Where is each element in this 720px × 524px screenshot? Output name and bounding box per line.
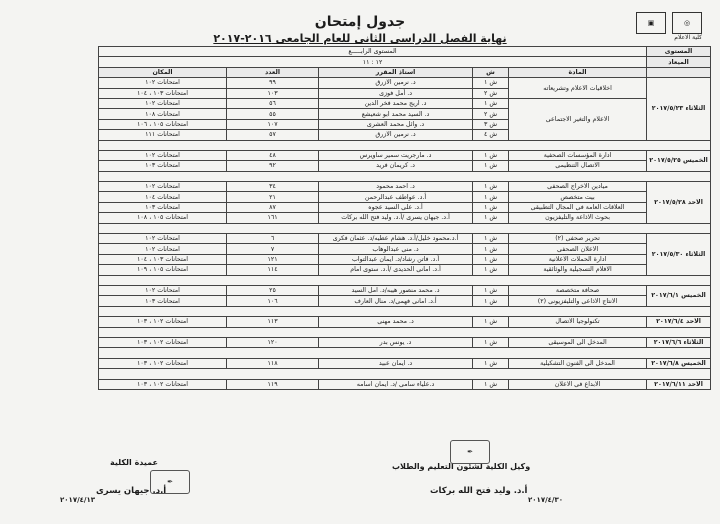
shoaba-column-header: ش xyxy=(473,67,509,77)
count-cell: ٥٧ xyxy=(227,130,319,140)
exam-day: الثلاثاء ٢٠١٧/٥/٢٣ xyxy=(647,78,711,140)
subject-name: الافلام التسجيلية والوثائقية xyxy=(509,265,647,275)
professor-cell: أ.د. جيهان يسرى /أ.د. وليد فتح الله بركات xyxy=(319,213,473,223)
separator-cell xyxy=(99,275,711,285)
column-header-row xyxy=(99,67,711,77)
shoaba-cell: ش ١ xyxy=(473,182,509,192)
logo-caption: كلية الاعلام xyxy=(674,34,702,41)
place-cell: امتحانات ١٠٣ xyxy=(99,202,227,212)
professor-cell: أ.د. على السيد عجوه xyxy=(319,202,473,212)
subject-name: ميادين الاخراج الصحفى xyxy=(509,182,647,192)
level-label: المستوى xyxy=(647,47,711,57)
time-row xyxy=(99,57,711,67)
schedule-row xyxy=(99,337,711,347)
exam-day: الثلاثاء ٢٠١٧/٦/٦ xyxy=(647,337,711,347)
shoaba-cell: ش ١ xyxy=(473,98,509,108)
schedule-row xyxy=(99,202,711,212)
shoaba-cell: ش ١ xyxy=(473,379,509,389)
subject-name: ادارة الحملات الاعلانية xyxy=(509,254,647,264)
shoaba-cell: ش ١ xyxy=(473,296,509,306)
professor-column-header: استاذ المقرر xyxy=(319,67,473,77)
faculty-logo: ◎ xyxy=(672,12,702,34)
subject-name: تكنولوجيا الاتصال xyxy=(509,317,647,327)
subject-name: بحوث الاذاعة والتليفزيون xyxy=(509,213,647,223)
schedule-row xyxy=(99,296,711,306)
count-cell: ١٢٠ xyxy=(227,337,319,347)
professor-cell: د. وائل محمد العشرى xyxy=(319,119,473,129)
schedule-row xyxy=(99,161,711,171)
professor-cell: د. ايمان عبيد xyxy=(319,358,473,368)
place-cell: امتحانات ١٠٢ xyxy=(99,234,227,244)
subject-name: الاتصال التنظيمى xyxy=(509,161,647,171)
vice-dean-title: وكيل الكلية لشئون التعليم والطلاب xyxy=(392,462,531,471)
schedule-row xyxy=(99,213,711,223)
count-column-header: العدد xyxy=(227,67,319,77)
shoaba-cell: ش ١ xyxy=(473,254,509,264)
group-separator xyxy=(99,171,711,181)
university-logo: ▣ xyxy=(636,12,666,34)
professor-cell: د. نرمين الازرق xyxy=(319,78,473,88)
subject-name: تحرير صحفى (٢) xyxy=(509,234,647,244)
document-title: جدول إمتحان xyxy=(314,14,406,30)
schedule-row xyxy=(99,358,711,368)
shoaba-cell: ش ١ xyxy=(473,202,509,212)
schedule-row xyxy=(99,192,711,202)
separator-cell xyxy=(99,348,711,358)
professor-cell: أ.د. عواطف عبدالرحمن xyxy=(319,192,473,202)
dean-name: أ.د. جيهان يسرى xyxy=(96,486,167,496)
subject-name: الاعلام والتغير الاجتماعى xyxy=(509,98,647,140)
professor-cell: د. يونس بدر xyxy=(319,337,473,347)
separator-cell xyxy=(99,140,711,150)
subject-column-header: المادة xyxy=(509,67,647,77)
place-column-header: المكان xyxy=(99,67,227,77)
count-cell: ٦ xyxy=(227,234,319,244)
schedule-row xyxy=(99,150,711,160)
group-separator xyxy=(99,140,711,150)
count-cell: ١٠٣ xyxy=(227,88,319,98)
group-separator xyxy=(99,369,711,379)
exam-day: الثلاثاء ٢٠١٧/٥/٣٠ xyxy=(647,234,711,276)
group-separator xyxy=(99,275,711,285)
separator-cell xyxy=(99,306,711,316)
time-value: ١٢ : ١١ xyxy=(99,57,647,67)
exam-day: الخميس ٢٠١٧/٦/٨ xyxy=(647,358,711,368)
schedule-row xyxy=(99,285,711,295)
separator-cell xyxy=(99,327,711,337)
group-separator xyxy=(99,348,711,358)
vice-dean-name: أ.د. وليد فتح الله بركات xyxy=(430,486,528,496)
schedule-row xyxy=(99,265,711,275)
professor-cell: د. أمل فوزى xyxy=(319,88,473,98)
subject-name: الانتاج الاذاعى والتليفزيونى (٢) xyxy=(509,296,647,306)
place-cell: امتحانات ١٠٢ xyxy=(99,150,227,160)
place-cell: امتحانات ١٠٨ xyxy=(99,109,227,119)
subject-name: المدخل الى الفنون التشكيلية xyxy=(509,358,647,368)
place-cell: امتحانات ١٠٢ ، ١٠٣ xyxy=(99,358,227,368)
professor-cell: أ.د. امانى الحديدى /أ.د. ستوى امام xyxy=(319,265,473,275)
professor-cell: أ.د. امانى فهمى/د. منال العارف xyxy=(319,296,473,306)
count-cell: ١١٤ xyxy=(227,265,319,275)
place-cell: امتحانات ١١١ xyxy=(99,130,227,140)
exam-day: الاحد ٢٠١٧/٦/٤ xyxy=(647,317,711,327)
schedule-row xyxy=(99,244,711,254)
subject-name: الاعلان الصحفى xyxy=(509,244,647,254)
place-cell: امتحانات ١٠٢ xyxy=(99,78,227,88)
exam-day: الاحد ٢٠١٧/٥/٢٨ xyxy=(647,182,711,224)
professor-cell: أ.د. فاتن رشاد/د. ايمان عبدالتواب xyxy=(319,254,473,264)
place-cell: امتحانات ١٠٢ ، ١٠٣ xyxy=(99,317,227,327)
shoaba-cell: ش ١ xyxy=(473,78,509,88)
count-cell: ١٠٧ xyxy=(227,119,319,129)
schedule-row xyxy=(99,234,711,244)
professor-cell: د. نرمين الازرق xyxy=(319,130,473,140)
count-cell: ١٠٦ xyxy=(227,296,319,306)
count-cell: ١١٣ xyxy=(227,317,319,327)
place-cell: امتحانات ١٠٢ ، ١٠٣ xyxy=(99,337,227,347)
shoaba-cell: ش ٢ xyxy=(473,88,509,98)
professor-cell: د. اريج محمد فخر الدين xyxy=(319,98,473,108)
exam-day: الاحد ٢٠١٧/٦/١١ xyxy=(647,379,711,389)
professor-cell: د. محمد مهنى xyxy=(319,317,473,327)
count-cell: ٣٤ xyxy=(227,182,319,192)
count-cell: ٢٥ xyxy=(227,285,319,295)
separator-cell xyxy=(99,223,711,233)
shoaba-cell: ش ١ xyxy=(473,150,509,160)
professor-cell: د. السيد محمد ابو شعيشع xyxy=(319,109,473,119)
schedule-row xyxy=(99,379,711,389)
shoaba-cell: ش ٢ xyxy=(473,109,509,119)
count-cell: ١١٩ xyxy=(227,379,319,389)
shoaba-cell: ش ٤ xyxy=(473,130,509,140)
professor-cell: د. كريمان فريد xyxy=(319,161,473,171)
count-cell: ٤٨ xyxy=(227,150,319,160)
shoaba-cell: ش ١ xyxy=(473,244,509,254)
exam-day: الخميس ٢٠١٧/٥/٢٥ xyxy=(647,150,711,171)
place-cell: امتحانات ١٠٥ ، ١٠٩ xyxy=(99,265,227,275)
shoaba-cell: ش ١ xyxy=(473,234,509,244)
place-cell: امتحانات ١٠٢ xyxy=(99,98,227,108)
schedule-row xyxy=(99,98,711,108)
professor-cell: أ.د.محمود خليل/أ.د. هشام عطيه/د. عثمان فكرى xyxy=(319,234,473,244)
schedule-body xyxy=(99,47,711,390)
separator-cell xyxy=(99,171,711,181)
group-separator xyxy=(99,327,711,337)
place-cell: امتحانات ١٠٢ xyxy=(99,182,227,192)
place-cell: امتحانات ١٠٣ ، ١٠٤ xyxy=(99,88,227,98)
count-cell: ١٦١ xyxy=(227,213,319,223)
document-subtitle: نهاية الفصل الدراسى الثانى للعام الجامعى ٢٠١٦-٢٠١٧ xyxy=(213,32,507,45)
count-cell: ٥٥ xyxy=(227,109,319,119)
professor-cell: د. احمد محمود xyxy=(319,182,473,192)
subject-name: اخلاقيات الاعلام وتشريعاته xyxy=(509,78,647,99)
professor-cell: د. محمد منصور هيبه/د. امل السيد xyxy=(319,285,473,295)
place-cell: امتحانات ١٠٢ xyxy=(99,285,227,295)
exam-schedule-table xyxy=(98,46,711,390)
group-separator xyxy=(99,223,711,233)
subject-name: العلاقات العامة فى المجال التطبيقى xyxy=(509,202,647,212)
schedule-row xyxy=(99,182,711,192)
count-cell: ٢١ xyxy=(227,192,319,202)
shoaba-cell: ش ١ xyxy=(473,192,509,202)
place-cell: امتحانات ١٠٥ ، ١٠٨ xyxy=(99,213,227,223)
professor-cell: د. منى عبدالوهاب xyxy=(319,244,473,254)
subject-name: الابداع فى الاعلان xyxy=(509,379,647,389)
count-cell: ٩٢ xyxy=(227,161,319,171)
exam-day: الخميس ٢٠١٧/٦/١ xyxy=(647,285,711,306)
professor-cell: د.علياء سامى /د. ايمان اسامه xyxy=(319,379,473,389)
date-label: الميعاد xyxy=(647,57,711,67)
shoaba-cell: ش ١ xyxy=(473,161,509,171)
subject-name: بيت متخصص xyxy=(509,192,647,202)
shoaba-cell: ش ١ xyxy=(473,317,509,327)
shoaba-cell: ش ١ xyxy=(473,285,509,295)
count-cell: ١٢١ xyxy=(227,254,319,264)
vice-dean-stamp: ✒ xyxy=(450,440,490,464)
place-cell: امتحانات ١٠٢ xyxy=(99,244,227,254)
count-cell: ٩٩ xyxy=(227,78,319,88)
place-cell: امتحانات ١٠٢ ، ١٠٣ xyxy=(99,379,227,389)
place-cell: امتحانات ١٠٤ xyxy=(99,192,227,202)
place-cell: امتحانات ١٠٥ ، ١٠٦ xyxy=(99,119,227,129)
shoaba-cell: ش ١ xyxy=(473,213,509,223)
schedule-row xyxy=(99,317,711,327)
group-separator xyxy=(99,306,711,316)
shoaba-cell: ش ١ xyxy=(473,337,509,347)
subject-name: صحافة متخصصة xyxy=(509,285,647,295)
schedule-row xyxy=(99,254,711,264)
dean-title: عميدة الكلية xyxy=(110,458,159,467)
shoaba-cell: ش ١ xyxy=(473,358,509,368)
schedule-row xyxy=(99,78,711,88)
count-cell: ١١٨ xyxy=(227,358,319,368)
count-cell: ٧ xyxy=(227,244,319,254)
level-value: المستوى الرابـــــع xyxy=(99,47,647,57)
place-cell: امتحانات ١٠٣ xyxy=(99,296,227,306)
subject-name: ادارة المؤسسات الصحفية xyxy=(509,150,647,160)
dean-stamp: ✒ xyxy=(150,470,190,494)
separator-cell xyxy=(99,369,711,379)
subject-name: المدخل الى الموسيقى xyxy=(509,337,647,347)
professor-cell: د. مارجريت سمير ساويرس xyxy=(319,150,473,160)
dean-date: ٢٠١٧/٤/١٣ xyxy=(60,496,96,504)
vice-dean-date: ٢٠١٧/٤/٣٠ xyxy=(528,496,564,504)
count-cell: ٨٧ xyxy=(227,202,319,212)
shoaba-cell: ش ٣ xyxy=(473,119,509,129)
place-cell: امتحانات ١٠٣ ، ١٠٤ xyxy=(99,254,227,264)
count-cell: ٥٦ xyxy=(227,98,319,108)
day-column-header xyxy=(647,67,711,77)
level-row xyxy=(99,47,711,57)
place-cell: امتحانات ١٠٣ xyxy=(99,161,227,171)
shoaba-cell: ش ١ xyxy=(473,265,509,275)
